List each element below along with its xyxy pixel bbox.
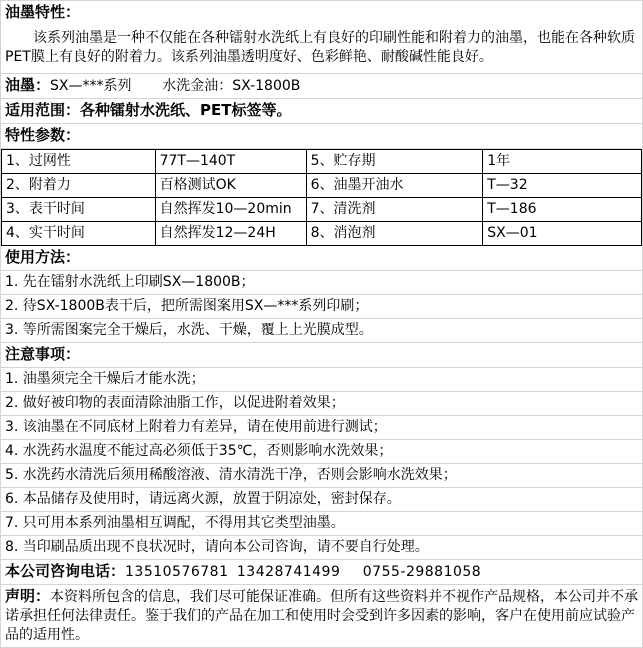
phone-row [1, 560, 642, 585]
parameter-name-cell: 2、附着力 [2, 174, 156, 198]
parameter-value-cell: 百格测试OK [155, 174, 306, 198]
parameter-row [2, 150, 642, 174]
usage-item: 1. 先在镭射水洗纸上印刷SX—1800B； [1, 271, 642, 295]
gloss-oil-label: 水洗金油： [162, 78, 233, 94]
usage-heading-row [1, 246, 642, 271]
parameter-name-cell: 7、清洗剂 [306, 198, 483, 222]
parameter-name-cell: 8、消泡剂 [306, 222, 483, 246]
parameter-value-cell: 自然挥发12—24H [155, 222, 306, 246]
statement-text: 本资料所包含的信息，我们尽可能保证准确。但所有这些资料并不视作产品规格，本公司并不承诺承担任何法律责任。鉴于我们的产品在加工和使用时会受到许多因素的影响，客户在使用前应试验产品的适用性。 [5, 589, 639, 643]
parameter-name-cell: 4、实干时间 [2, 222, 156, 246]
usage-heading: 使用方法： [5, 248, 81, 266]
parameters-table-wrap [1, 149, 642, 246]
phone-number: 0755-29881058 [362, 564, 482, 580]
parameter-value-cell: 77T—140T [155, 150, 306, 174]
parameter-name-cell: 1、过网性 [2, 150, 156, 174]
parameters-heading-row [1, 124, 642, 149]
note-item: 7. 只可用本系列油墨相互调配，不得用其它类型油墨。 [1, 512, 642, 536]
phone-label: 本公司咨询电话： [5, 562, 126, 580]
ink-series-row [1, 74, 642, 99]
parameters-heading: 特性参数： [5, 126, 81, 144]
ink-series-value: SX—***系列 [50, 78, 132, 94]
note-item: 5. 水洗药水清洗后须用稀酸溶液、清水清洗干净，否则会影响水洗效果； [1, 464, 642, 488]
usage-item: 2. 待SX-1800B表干后，把所需图案用SX—***系列印刷； [1, 295, 642, 319]
parameters-table [1, 149, 642, 246]
statement-row [1, 585, 642, 647]
note-item: 2. 做好被印物的表面清除油脂工作，以促进附着效果； [1, 392, 642, 416]
gloss-oil-value: SX-1800B [232, 78, 301, 94]
parameter-value-cell: T—186 [483, 198, 642, 222]
notes-heading-row [1, 343, 642, 368]
usage-item: 3. 等所需图案完全干燥后，水洗、干燥，覆上上光膜成型。 [1, 319, 642, 343]
note-item: 3. 该油墨在不同底材上附着力有差异，请在使用前进行测试； [1, 416, 642, 440]
parameter-row [2, 174, 642, 198]
parameter-row [2, 222, 642, 246]
parameter-name-cell: 5、贮存期 [306, 150, 483, 174]
ink-label: 油墨： [5, 76, 51, 94]
note-item: 8. 当印刷品质出现不良状况时，请向本公司咨询，请不要自行处理。 [1, 536, 642, 560]
note-item: 6. 本品储存及使用时，请远离火源，放置于阴凉处，密封保存。 [1, 488, 642, 512]
parameter-row [2, 198, 642, 222]
statement-label: 声明： [5, 587, 51, 605]
note-item: 1. 油墨须完全干燥后才能水洗； [1, 368, 642, 392]
parameter-value-cell: SX—01 [483, 222, 642, 246]
scope-row [1, 99, 642, 124]
phone-number: 13428741499 [236, 564, 341, 580]
section-characteristics [1, 1, 642, 74]
parameter-value-cell: 1年 [483, 150, 642, 174]
note-item: 4. 水洗药水温度不能过高必须低于35℃，否则影响水洗效果； [1, 440, 642, 464]
parameter-name-cell: 3、表干时间 [2, 198, 156, 222]
characteristics-heading: 油墨特性： [5, 3, 81, 21]
scope-text: 适用范围：各种镭射水洗纸、PET标签等。 [5, 101, 292, 119]
phone-number: 13510576781 [125, 564, 229, 580]
parameter-name-cell: 6、油墨开油水 [306, 174, 483, 198]
characteristics-paragraph: 该系列油墨是一种不仅能在各种镭射水洗纸上有良好的印刷性能和附着力的油墨，也能在各种软质PET膜上有良好的附着力。该系列油墨透明度好、色彩鲜艳、耐酸碱性能良好。 [5, 30, 635, 65]
parameter-value-cell: 自然挥发10—20min [155, 198, 306, 222]
parameter-value-cell: T—32 [483, 174, 642, 198]
notes-heading: 注意事项： [5, 345, 81, 363]
